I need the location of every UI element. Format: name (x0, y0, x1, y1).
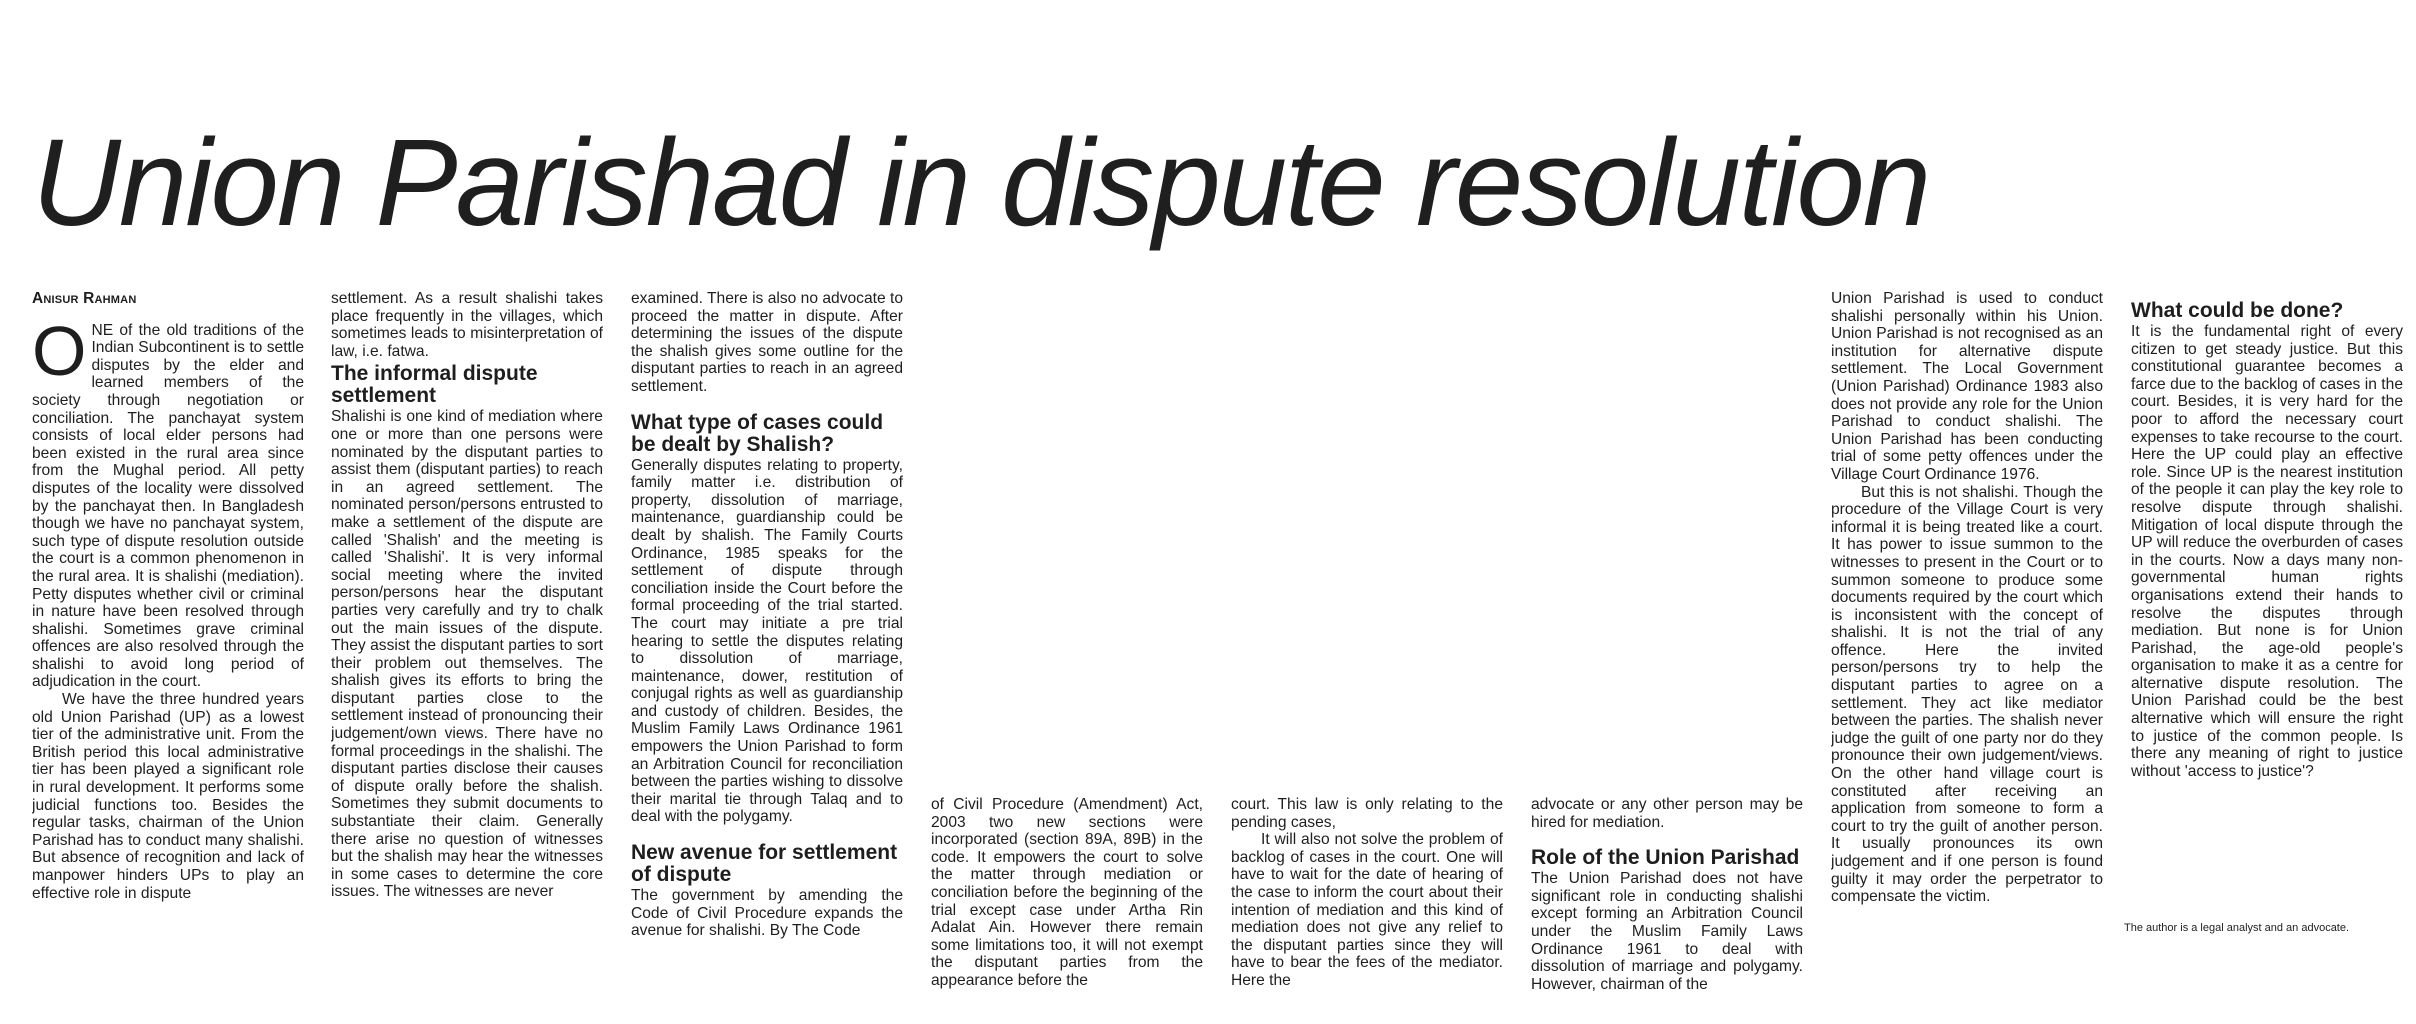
paragraph: advocate or any other person may be hired for mediation. (1531, 796, 1803, 831)
column-2 (331, 290, 603, 1012)
column-4 (931, 796, 1203, 1012)
paragraph: We have the three hundred years old Union Parishad (UP) as a lowest tier of the administrative unit. From the British period this local administrative tier has been played a significant role in rural development. It performs some judicial functions too. Besides the regular tasks, chairman of the Union Parishad has to conduct many shalishi. But absence of recognition and lack of manpower hinders UPs to play an effective role in dispute (32, 691, 304, 902)
section-heading: The informal dispute settlement (331, 362, 538, 408)
paragraph: of Civil Procedure (Amendment) Act, 2003 two new sections were incorporated (section 89A, 89B) in the code. It empowers the court to solve the matter through mediation or conciliation before the beginning of the trial except case under Artha Rin Adalat Ain. However there remain some limitations too, it will not exempt the disputant parties from the appearance before the (931, 796, 1203, 989)
opening-paragraph: ONE of the old traditions of the Indian Subcontinent is to settle disputes by the elder and learned members of the society through negotiation or conciliation. The panchayat system consists of local elder persons had been existed in the rural area since from the Mughal period. All petty disputes of the locality were dissolved by the panchayat then. In Bangladesh though we have no panchayat system, such type of dispute resolution outside the court is a common phenomenon in the rural area. It is shalishi (mediation). Petty disputes whether civil or criminal in nature have been resolved through shalishi. Sometimes grave criminal offences are also resolved through the shalishi to avoid long period of adjudication in the court. (32, 311, 304, 691)
paragraph: The Union Parishad does not have significant role in conducting shalishi except forming an Arbitration Council under the Muslim Family Laws Ordinance 1961 to deal with dissolution of marriage and polygamy. However, chairman of the (1531, 870, 1803, 993)
paragraph: Shalishi is one kind of mediation where one or more than one persons were nominated by the disputant parties to assist them (disputant parties) to reach in an agreed settlement. The nominated person/persons entrusted to make a settlement of the dispute are called 'Shalish' and the meeting is called 'Shalishi'. It is very informal social meeting where the invited person/persons hear the disputant parties very carefully and try to chalk out the main issues of the dispute. They assist the disputant parties to sort their problem out themselves. The shalish gives its efforts to bring the disputant parties close to the settlement instead of pronouncing their judgement/own views. There have no formal proceedings in the shalishi. The disputant parties disclose their causes of dispute orally before the shalish. Sometimes they submit documents to substantiate their claim. Generally there arise no question of witnesses but the shalish may hear the witnesses in some cases to determine the core issues. The witnesses are never (331, 408, 603, 901)
section-heading: New avenue for settlement of dispute (631, 841, 898, 887)
column-8 (2131, 300, 2403, 900)
paragraph: Generally disputes relating to property, family matter i.e. distribution of property, dissolution of marriage, maintenance, guardianship could be dealt by shalish. The Family Courts Ordinance, 1985 speaks for the settlement of dispute through conciliation inside the Court before the formal proceeding of the trial started. The court may initiate a pre trial hearing to settle the disputes relating to dissolution of marriage, maintenance, dower, restitution of conjugal rights as well as guardianship and custody of children. Besides, the Muslim Family Laws Ordinance 1961 empowers the Union Parishad to form an Arbitration Council for reconciliation between the parties wishing to dissolve their marital tie through Talaq and to deal with the polygamy. (631, 456, 903, 826)
column-7 (1831, 290, 2103, 1012)
section-heading: What could be done? (2131, 300, 2344, 322)
column-5 (1231, 796, 1503, 1012)
paragraph: examined. There is also no advocate to proceed the matter in dispute. After determining the issues of the dispute the shalish gives some outline for the disputant parties to reach in an agreed settlement. (631, 290, 903, 395)
byline: Anisur Rahman (32, 290, 137, 307)
column-3 (631, 290, 903, 1012)
headline: Union Parishad in dispute resolution (32, 115, 1930, 252)
paragraph: It is the fundamental right of every citizen to get steady justice. But this constitutional guarantee becomes a farce due to the backlog of cases in the court. Besides, it is very hard for the poor to afford the necessary court expenses to take recourse to the court. Here the UP could play an effective role. Since UP is the nearest institution of the people it can play the key role to resolve dispute through shalishi. Mitigation of local dispute through the UP will reduce the overburden of cases in the courts. Now a days many non-governmental human rights organisations extend their hands to resolve the disputes through mediation. But none is for Union Parishad, the age-old people's organisation to make it as a centre for alternative dispute resolution. The Union Parishad could be the best alternative which will ensure the right to justice of the common people. Is there any meaning of right to justice without 'access to justice'? (2131, 323, 2403, 780)
paragraph: But this is not shalishi. Though the procedure of the Village Court is very informal it is being treated like a court. It has power to issue summon to the witnesses to present in the Court or to summon someone to produce some documents required by the court which is inconsistent with the concept of shalishi. It is not the trial of any offence. Here the invited person/persons try to help the disputant parties to agree on a settlement. They act like mediator between the parties. The shalish never judge the guilt of one party nor do they pronounce their own judgement/views. On the other hand village court is constituted after receiving an application from someone to form a court to try the guilt of another person. It usually pronounces its own judgement and if one person is found guilty it may order the perpetrator to compensate the victim. (1831, 483, 2103, 906)
paragraph: court. This law is only relating to the pending cases, (1231, 796, 1503, 831)
drop-cap: O (32, 311, 87, 390)
paragraph: The government by amending the Code of Civil Procedure expands the avenue for shalishi. By The Code (631, 887, 903, 940)
section-heading: Role of the Union Parishad (1531, 846, 1800, 870)
column-6 (1531, 796, 1803, 1012)
paragraph: settlement. As a result shalishi takes place frequently in the villages, which sometimes leads to misinterpretation of law, i.e. fatwa. (331, 290, 603, 360)
column-1 (32, 290, 304, 1012)
section-heading: What type of cases could be dealt by Shalish? (631, 410, 884, 456)
author-note: The author is a legal analyst and an advocate. (2124, 922, 2350, 934)
paragraph: Union Parishad is used to conduct shalishi personally within his Union. Union Parishad is not recognised as an institution for alternative dispute settlement. The Local Government (Union Parishad) Ordinance 1983 also does not provide any role for the Union Parishad to conduct shalishi. The Union Parishad has been conducting trial of some petty offences under the Village Court Ordinance 1976. (1831, 290, 2103, 483)
paragraph: It will also not solve the problem of backlog of cases in the court. One will have to wait for the date of hearing of the case to inform the court about their intention of mediation and this kind of mediation does not give any relief to the disputant parties since they will have to bear the fees of the mediator. Here the (1231, 831, 1503, 989)
